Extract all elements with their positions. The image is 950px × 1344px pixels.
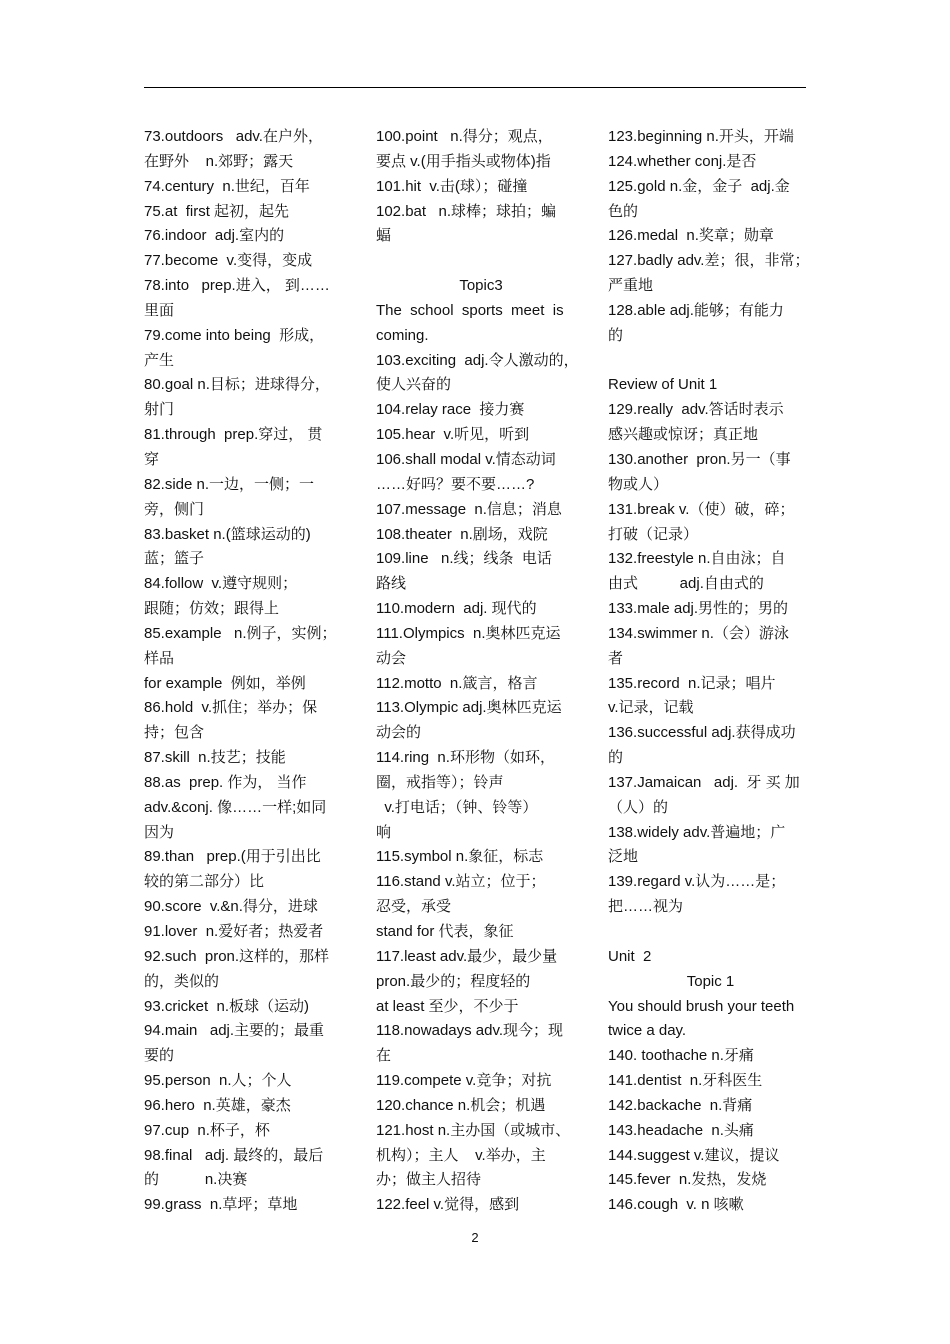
text-line: 办；做主人招待 bbox=[376, 1171, 482, 1189]
text-line: 里面 bbox=[144, 301, 175, 319]
text-line: 117.least adv.最少，最少量 bbox=[376, 947, 558, 965]
text-line: 的 bbox=[608, 326, 624, 344]
text-line: 141.dentist n.牙科医生 bbox=[608, 1072, 763, 1090]
text-line: 111.Olympics n.奥林匹克运 bbox=[376, 624, 561, 642]
text-line: 107.message n.信息；消息 bbox=[376, 500, 562, 518]
text-line: twice a day. bbox=[608, 1022, 687, 1040]
text-line: 色的 bbox=[608, 202, 639, 220]
text-line: 124.whether conj.是否 bbox=[608, 152, 757, 170]
text-line: 101.hit v.击(球）；碰撞 bbox=[376, 177, 528, 195]
text-line bbox=[608, 349, 813, 374]
text-line: 118.nowadays adv.现今；现 bbox=[376, 1022, 564, 1040]
text-line: 蓝；篮子 bbox=[144, 550, 205, 568]
text-line: 83.basket n.(篮球运动的) bbox=[144, 525, 311, 543]
text-line: 产生 bbox=[144, 351, 175, 369]
text-line: 97.cup n.杯子，杯 bbox=[144, 1121, 270, 1139]
text-line: 143.headache n.头痛 bbox=[608, 1121, 754, 1139]
text-line: 131.break v.（使）破，碎； bbox=[608, 500, 795, 518]
text-line: 响 bbox=[376, 823, 392, 841]
text-line: Topic3 bbox=[459, 277, 503, 295]
text-line: 142.backache n.背痛 bbox=[608, 1096, 753, 1114]
text-line: 持；包含 bbox=[144, 724, 205, 742]
text-line: 106.shall modal v.情态动词 bbox=[376, 450, 556, 468]
text-line: 动会 bbox=[376, 649, 407, 667]
text-line: Review of Unit 1 bbox=[608, 376, 718, 394]
text-line: 79.come into being 形成， bbox=[144, 326, 325, 344]
text-line: 121.host n.主办国（或城市、 bbox=[376, 1121, 571, 1139]
text-line: for example 例如，举例 bbox=[144, 674, 306, 692]
text-line: 物或人） bbox=[608, 475, 669, 493]
text-line: 80.goal n.目标；进球得分， bbox=[144, 376, 330, 394]
text-line: 127.badly adv.差；很，非常； bbox=[608, 252, 810, 270]
text-line: 严重地 bbox=[608, 277, 654, 295]
text-line: 85.example n.例子，实例； bbox=[144, 624, 337, 642]
text-line: 93.cricket n.板球（运动) bbox=[144, 997, 310, 1015]
text-line: 路线 bbox=[376, 575, 407, 593]
text-line: 者 bbox=[608, 649, 624, 667]
text-line: 76.indoor adj.室内的 bbox=[144, 227, 285, 245]
text-line: 132.freestyle n.自由泳；自 bbox=[608, 550, 786, 568]
text-line: 98.final adj. 最终的，最后 bbox=[144, 1146, 324, 1164]
text-line: 104.relay race 接力赛 bbox=[376, 401, 525, 419]
text-line: 跟随；仿效；跟得上 bbox=[144, 600, 280, 618]
text-line: 123.beginning n.开头，开端 bbox=[608, 128, 794, 145]
text-line: 146.cough v. n 咳嗽 bbox=[608, 1196, 744, 1214]
text-line: 77.become v.变得，变成 bbox=[144, 252, 313, 270]
text-line: coming. bbox=[376, 326, 429, 344]
text-line: Topic 1 bbox=[686, 972, 735, 990]
text-line: You should brush your teeth bbox=[608, 997, 795, 1015]
text-line: 108.theater n.剧场，戏院 bbox=[376, 525, 548, 543]
text-line: 机构）；主人 v.举办，主 bbox=[376, 1146, 546, 1164]
text-line: 126.medal n.奖章；勋章 bbox=[608, 227, 774, 245]
text-line: 的，类似的 bbox=[144, 972, 220, 990]
text-line: Unit 2 bbox=[608, 947, 652, 965]
text-line: 125.gold n.金，金子 adj.金 bbox=[608, 177, 790, 195]
text-line: 92.such pron.这样的，那样 bbox=[144, 947, 330, 965]
text-line: （人）的 bbox=[608, 798, 669, 816]
text-line: 75.at first 起初，起先 bbox=[144, 202, 290, 220]
text-line: 在 bbox=[376, 1047, 392, 1065]
text-line: 138.widely adv.普遍地；广 bbox=[608, 823, 786, 841]
text-line: 122.feel v.觉得，感到 bbox=[376, 1196, 520, 1214]
text-line: v.打电话；（钟、铃等） bbox=[376, 798, 538, 816]
text-line: 90.score v.&n.得分，进球 bbox=[144, 898, 318, 916]
text-line: 109.line n.线；线条 电话 bbox=[376, 550, 552, 568]
text-line: 使人兴奋的 bbox=[376, 376, 452, 394]
text-line: 穿 bbox=[144, 450, 160, 468]
text-line: 较的第二部分）比 bbox=[144, 873, 265, 891]
text-line: 打破（记录） bbox=[608, 525, 699, 543]
text-line: 133.male adj.男性的；男的 bbox=[608, 600, 789, 618]
text-line: 113.Olympic adj.奥林匹克运 bbox=[376, 699, 562, 717]
text-line: adv.&conj. 像……一样;如同 bbox=[144, 798, 327, 816]
text-line: 120.chance n.机会；机遇 bbox=[376, 1096, 546, 1114]
text-line: 91.lover n.爱好者；热爱者 bbox=[144, 923, 324, 940]
text-line: 134.swimmer n.（会）游泳 bbox=[608, 624, 789, 642]
text-line: 样品 bbox=[144, 649, 175, 667]
text-line: 140. toothache n.牙痛 bbox=[608, 1047, 754, 1065]
text-line: 蝠 bbox=[376, 227, 392, 245]
text-line: 103.exciting adj.令人激动的， bbox=[376, 351, 579, 369]
text-line bbox=[376, 249, 586, 274]
text-line: 因为 bbox=[144, 823, 175, 841]
text-line: 135.record n.记录；唱片 bbox=[608, 674, 776, 692]
text-line: 136.successful adj.获得成功 bbox=[608, 724, 796, 742]
text-line: stand for 代表，象征 bbox=[376, 923, 514, 940]
text-line: 94.main adj.主要的；最重 bbox=[144, 1022, 325, 1040]
text-line: at least 至少，不少于 bbox=[376, 997, 519, 1015]
text-line: 129.really adv.答话时表示 bbox=[608, 401, 784, 419]
text-line: 由式 adj.自由式的 bbox=[608, 575, 764, 593]
column-3 bbox=[608, 125, 813, 1218]
text-line: 在野外 n.郊野；露天 bbox=[144, 152, 294, 170]
text-line: 110.modern adj. 现代的 bbox=[376, 600, 537, 618]
text-line: 感兴趣或惊讶；真正地 bbox=[608, 426, 759, 444]
text-line: 73.outdoors adv.在户外， bbox=[144, 128, 323, 145]
text-line: 137.Jamaican adj. 牙 买 加 bbox=[608, 773, 800, 791]
text-line: 82.side n.一边，一侧；一 bbox=[144, 475, 315, 493]
text-line: 139.regard v.认为……是； bbox=[608, 873, 786, 891]
text-line: 100.point n.得分；观点， bbox=[376, 128, 553, 145]
text-line: 102.bat n.球棒；球拍；蝙 bbox=[376, 202, 557, 220]
text-line: 88.as prep. 作为， 当作 bbox=[144, 773, 307, 791]
column-2 bbox=[376, 125, 586, 1218]
text-line: 泛地 bbox=[608, 848, 639, 866]
text-line: 旁，侧门 bbox=[144, 500, 205, 518]
text-line: 145.fever n.发热，发烧 bbox=[608, 1171, 767, 1189]
text-line: 的 bbox=[608, 749, 624, 767]
text-line: 105.hear v.听见，听到 bbox=[376, 426, 530, 444]
text-line: 128.able adj.能够；有能力 bbox=[608, 301, 784, 319]
text-line: 119.compete v.竞争；对抗 bbox=[376, 1072, 552, 1090]
text-line: 144.suggest v.建议，提议 bbox=[608, 1146, 780, 1164]
text-line: 86.hold v.抓住；举办；保 bbox=[144, 699, 318, 717]
text-line bbox=[608, 920, 813, 945]
text-line: 74.century n.世纪，百年 bbox=[144, 177, 310, 195]
text-line: 114.ring n.环形物（如环， bbox=[376, 749, 555, 767]
text-line: 射门 bbox=[144, 401, 175, 419]
header-rule bbox=[144, 87, 806, 88]
text-line: 130.another pron.另一（事 bbox=[608, 450, 791, 468]
text-line: 87.skill n.技艺；技能 bbox=[144, 749, 286, 767]
text-line: pron.最少的；程度轻的 bbox=[376, 972, 531, 990]
text-line: 的 n.决赛 bbox=[144, 1171, 248, 1189]
text-line: 112.motto n.箴言，格言 bbox=[376, 674, 538, 692]
text-line: 圈，戒指等）；铃声 bbox=[376, 773, 504, 791]
text-line: 84.follow v.遵守规则； bbox=[144, 575, 298, 593]
text-line: 96.hero n.英雄，豪杰 bbox=[144, 1096, 291, 1114]
text-line: 81.through prep.穿过， 贯 bbox=[144, 426, 323, 444]
text-line: 116.stand v.站立；位于； bbox=[376, 873, 546, 891]
column-1 bbox=[144, 125, 349, 1218]
text-line: 115.symbol n.象征，标志 bbox=[376, 848, 544, 866]
text-line: 95.person n.人；个人 bbox=[144, 1072, 292, 1090]
text-line: 要的 bbox=[144, 1047, 175, 1065]
text-line: 99.grass n.草坪；草地 bbox=[144, 1196, 298, 1214]
text-line: v.记录，记载 bbox=[608, 699, 694, 717]
text-line: ……好吗？要不要……? bbox=[376, 475, 535, 493]
text-line: The school sports meet is bbox=[376, 301, 564, 319]
page-number: 2 bbox=[471, 1230, 479, 1245]
text-line: 89.than prep.(用于引出比 bbox=[144, 848, 321, 866]
text-line: 78.into prep.进入， 到…… bbox=[144, 277, 330, 295]
text-line: 动会的 bbox=[376, 724, 422, 742]
text-line: 把……视为 bbox=[608, 898, 684, 916]
text-line: 要点 v.(用手指头或物体)指 bbox=[376, 152, 551, 170]
text-line: 忍受，承受 bbox=[376, 898, 452, 916]
